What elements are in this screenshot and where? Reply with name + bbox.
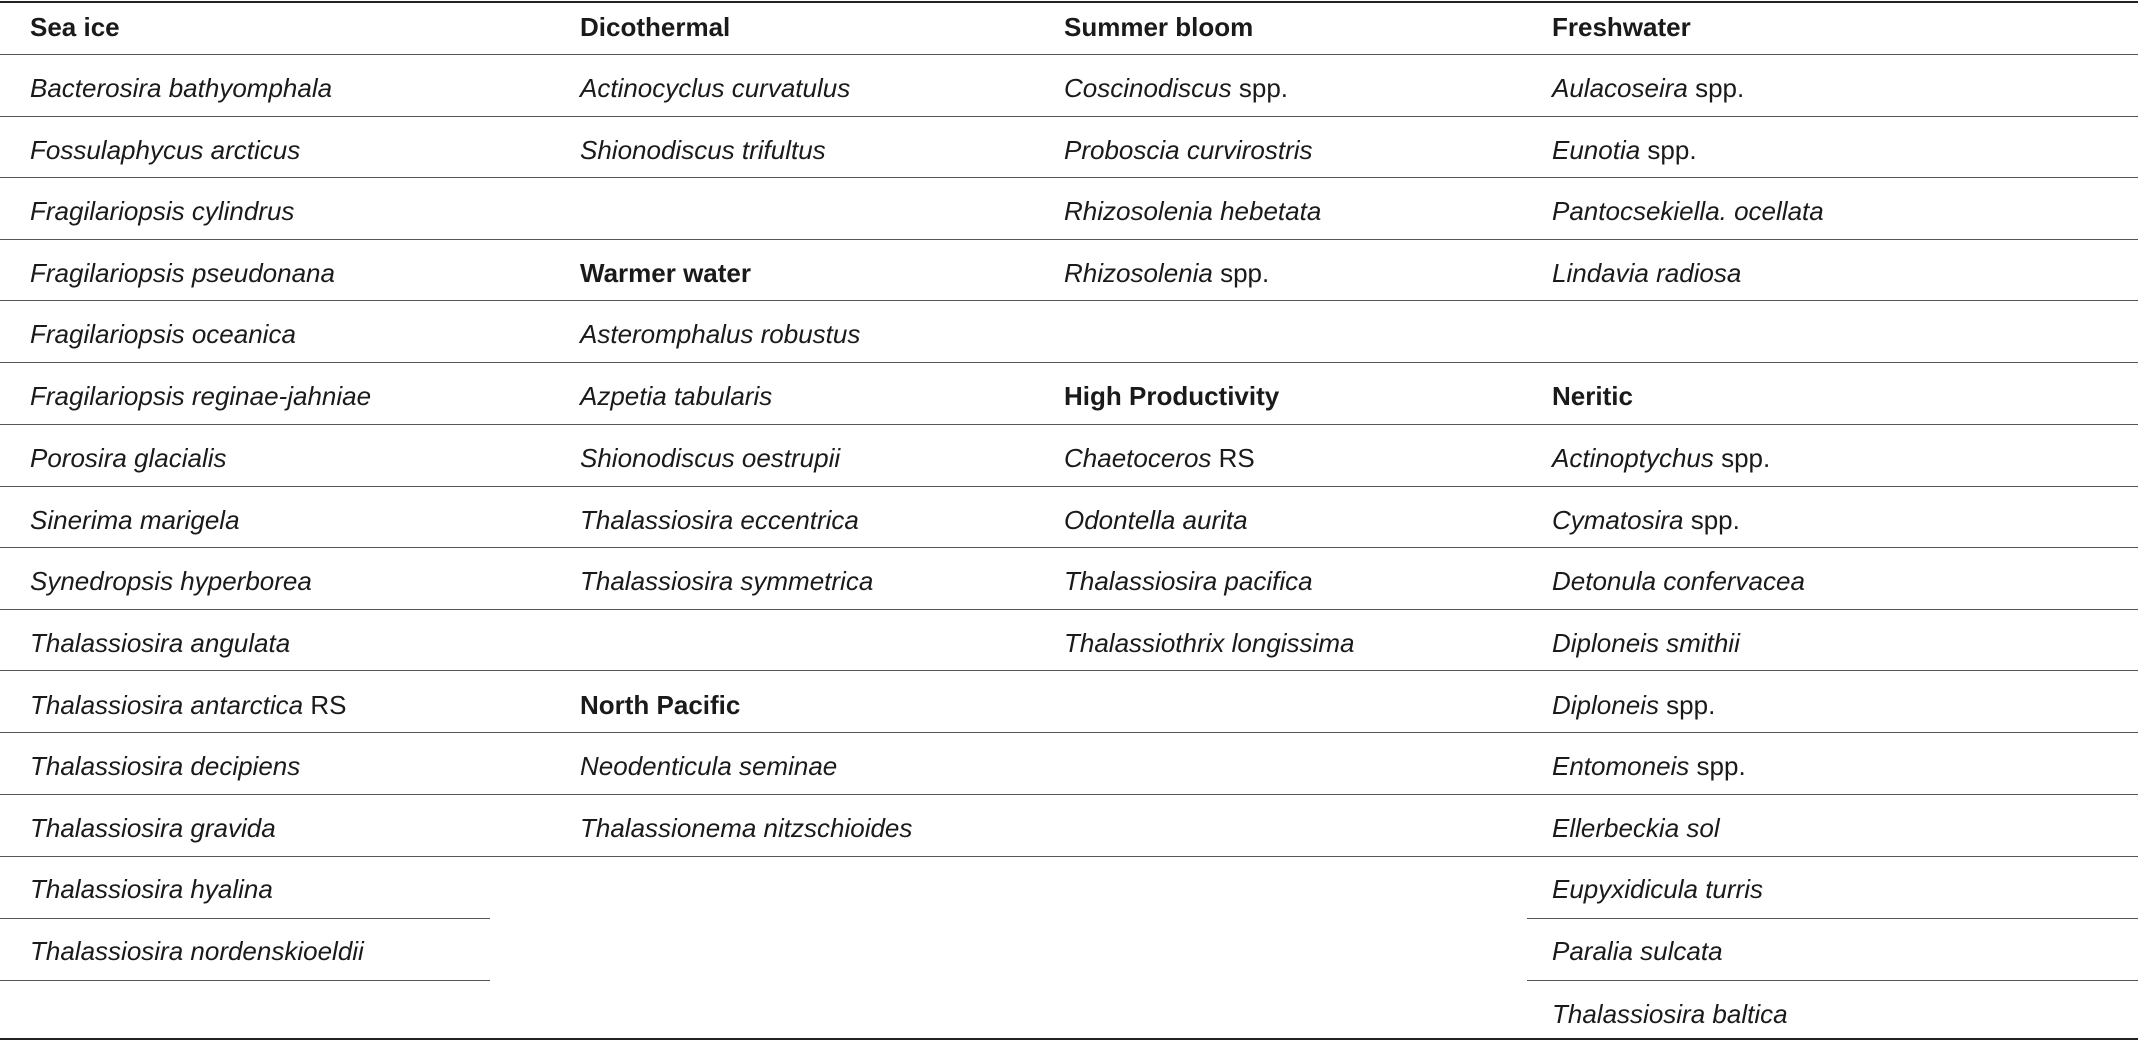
table-cell: Aulacoseira spp. <box>1552 73 1745 103</box>
table-cell: Fragilariopsis cylindrus <box>30 196 295 226</box>
row-rule <box>0 547 2138 548</box>
row-rule <box>0 239 2138 240</box>
header-freshwater: Freshwater <box>1552 12 1691 42</box>
table-cell: Rhizosolenia hebetata <box>1064 196 1322 226</box>
row-rule <box>0 609 2138 610</box>
table-cell: Rhizosolenia spp. <box>1064 258 1270 288</box>
row-rule <box>0 362 2138 363</box>
row-rule <box>0 670 2138 671</box>
table-cell: Thalassiosira eccentrica <box>580 505 859 535</box>
row-rule <box>0 300 2138 301</box>
table-cell: Sinerima marigela <box>30 505 240 535</box>
table-cell: Thalassiosira antarctica RS <box>30 690 347 720</box>
header-rule <box>0 54 2138 55</box>
table-cell: Fragilariopsis pseudonana <box>30 258 335 288</box>
table-cell: Synedropsis hyperborea <box>30 566 312 596</box>
header-warmer-water: Warmer water <box>580 258 751 288</box>
table-cell: Diploneis smithii <box>1552 628 1740 658</box>
header-north-pacific: North Pacific <box>580 690 741 720</box>
table-cell: Proboscia curvirostris <box>1064 135 1313 165</box>
table-cell: Shionodiscus trifultus <box>580 135 826 165</box>
table-cell: Paralia sulcata <box>1552 936 1723 966</box>
row-rule <box>0 177 2138 178</box>
table-cell: Asteromphalus robustus <box>580 319 861 349</box>
row-rule <box>1527 980 2138 981</box>
table-cell: Fossulaphycus arcticus <box>30 135 301 165</box>
table-bottom-rule <box>0 1038 2138 1040</box>
row-rule <box>0 486 2138 487</box>
table-cell: Eunotia spp. <box>1552 135 1697 165</box>
table-cell: Thalassiosira pacifica <box>1064 566 1313 596</box>
table-cell: Bacterosira bathyomphala <box>30 73 333 103</box>
table-cell: Thalassiothrix longissima <box>1064 628 1355 658</box>
table-cell: Thalassiosira decipiens <box>30 751 301 781</box>
table-cell: Thalassiosira symmetrica <box>580 566 874 596</box>
table-cell: Shionodiscus oestrupii <box>580 443 841 473</box>
table-cell: Entomoneis spp. <box>1552 751 1746 781</box>
row-rule <box>0 980 490 981</box>
table-cell: Neodenticula seminae <box>580 751 838 781</box>
table-cell: Fragilariopsis oceanica <box>30 319 296 349</box>
table-cell: Thalassiosira nordenskioeldii <box>30 936 364 966</box>
table-cell: Ellerbeckia sol <box>1552 813 1720 843</box>
table-cell: Thalassiosira gravida <box>30 813 276 843</box>
header-sea-ice: Sea ice <box>30 12 120 42</box>
row-rule <box>0 732 2138 733</box>
table-cell: Azpetia tabularis <box>580 381 773 411</box>
header-summer-bloom: Summer bloom <box>1064 12 1254 42</box>
header-dicothermal: Dicothermal <box>580 12 731 42</box>
table-cell: Detonula confervacea <box>1552 566 1805 596</box>
row-rule <box>0 856 2138 857</box>
table-top-rule <box>0 1 2138 3</box>
table-cell: Coscinodiscus spp. <box>1064 73 1289 103</box>
table-cell: Fragilariopsis reginae-jahniae <box>30 381 372 411</box>
row-rule <box>0 116 2138 117</box>
table-cell: Lindavia radiosa <box>1552 258 1742 288</box>
table-cell: Chaetoceros RS <box>1064 443 1255 473</box>
table-cell: Pantocsekiella. ocellata <box>1552 196 1824 226</box>
table-cell: Odontella aurita <box>1064 505 1248 535</box>
row-rule <box>0 794 2138 795</box>
table-cell: Actinocyclus curvatulus <box>580 73 851 103</box>
table-cell: Porosira glacialis <box>30 443 227 473</box>
table-cell: Thalassiosira baltica <box>1552 999 1788 1029</box>
header-high-productivity: High Productivity <box>1064 381 1280 411</box>
row-rule <box>0 424 2138 425</box>
table-cell: Diploneis spp. <box>1552 690 1716 720</box>
table-cell: Thalassiosira angulata <box>30 628 291 658</box>
table-cell: Cymatosira spp. <box>1552 505 1740 535</box>
header-neritic: Neritic <box>1552 381 1633 411</box>
row-rule <box>0 918 490 919</box>
table-cell: Actinoptychus spp. <box>1552 443 1771 473</box>
row-rule <box>1527 918 2138 919</box>
table-cell: Thalassiosira hyalina <box>30 874 273 904</box>
table-cell: Eupyxidicula turris <box>1552 874 1763 904</box>
table-cell: Thalassionema nitzschioides <box>580 813 913 843</box>
